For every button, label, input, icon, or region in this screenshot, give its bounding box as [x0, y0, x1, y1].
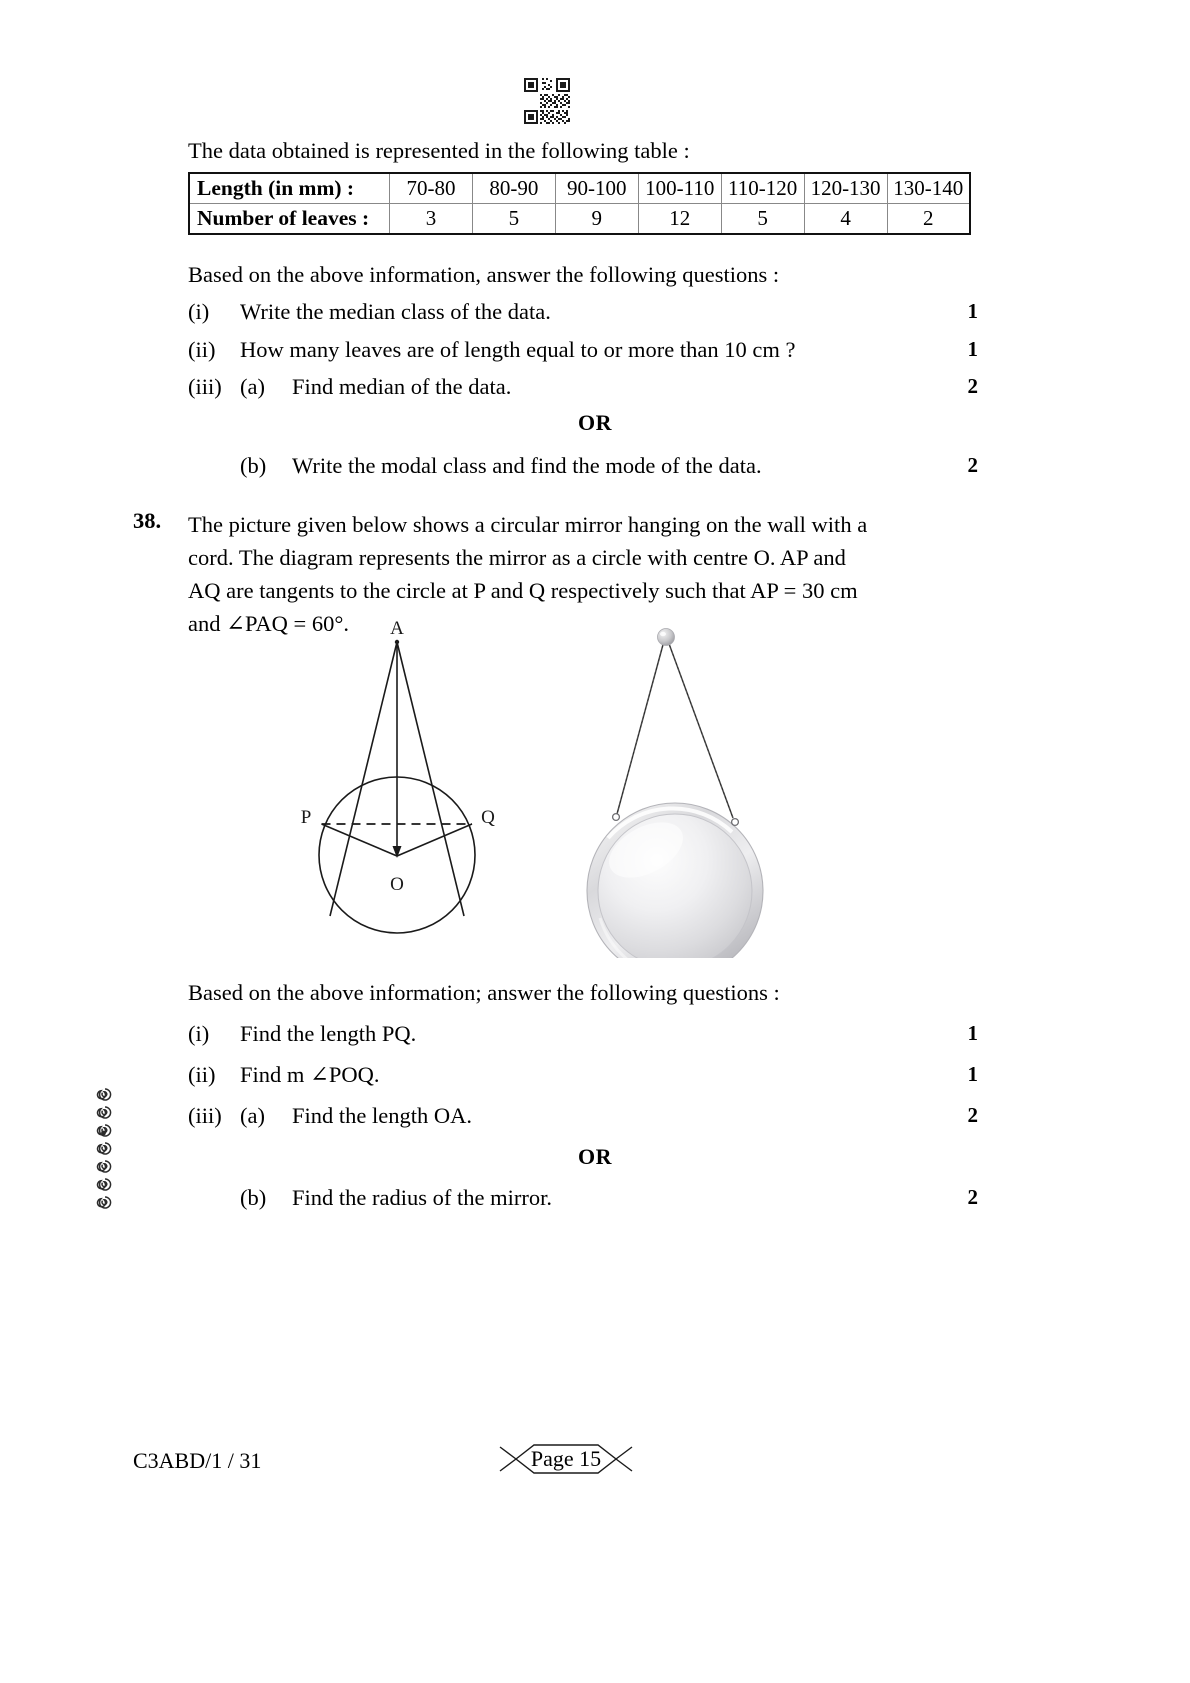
question-sublabel: (b) — [240, 1185, 267, 1210]
cell-leaves-1: 5 — [472, 204, 555, 235]
question-marks: 2 — [967, 1185, 978, 1209]
question-text: Find the length PQ. — [240, 1021, 417, 1046]
question-marks: 1 — [967, 337, 978, 361]
question-marks: 2 — [967, 453, 978, 477]
or-separator-1: OR — [578, 410, 612, 435]
question-sublabel: (a) — [240, 1103, 265, 1128]
table-lead-text: The data obtained is represented in the following table : — [188, 138, 690, 163]
cell-leaves-0: 3 — [390, 204, 473, 235]
cell-leaves-5: 4 — [804, 204, 887, 235]
question-text: Find the length OA. — [292, 1103, 472, 1128]
cell-length-1: 80-90 — [472, 173, 555, 204]
question-marks: 2 — [967, 374, 978, 398]
label-O: O — [390, 874, 404, 895]
question-row-38-i — [188, 1021, 978, 1049]
footer-page-label: Page 15 — [530, 1446, 602, 1471]
paragraph-line-4: and ∠PAQ = 60°. — [188, 611, 349, 636]
or-separator-2: OR — [578, 1144, 612, 1169]
cell-length-3: 100-110 — [638, 173, 721, 204]
question-sublabel: (b) — [240, 453, 267, 478]
label-A: A — [390, 620, 404, 639]
question-row-iii-a — [188, 374, 978, 402]
question-row-iii-b — [188, 453, 978, 481]
question-text: How many leaves are of length equal to or more than 10 cm ? — [240, 337, 796, 362]
question-row-38-iii-a — [188, 1103, 978, 1131]
question-text: Write the modal class and find the mode of the data. — [292, 453, 762, 478]
cell-length-0: 70-80 — [390, 173, 473, 204]
question-number: (iii) — [188, 1103, 222, 1128]
question-marks: 1 — [967, 1062, 978, 1086]
question-row-38-iii-b — [188, 1185, 978, 1213]
cell-leaves-3: 12 — [638, 204, 721, 235]
question-number: (ii) — [188, 337, 216, 362]
label-P: P — [300, 807, 312, 828]
table-questions-intro: Based on the above information, answer the following questions : — [188, 262, 780, 287]
question-number: (i) — [188, 1021, 210, 1046]
question-marks: 1 — [967, 299, 978, 323]
paragraph-line-3: AQ are tangents to the circle at P and Q respectively such that AP = 30 cm — [188, 578, 858, 603]
question-text: Find median of the data. — [292, 374, 512, 399]
paragraph-line-1: The picture given below shows a circular mirror hanging on the wall with a — [188, 512, 868, 537]
circle-tangent-diagram — [272, 620, 522, 950]
question-number: (ii) — [188, 1062, 216, 1087]
question-38-number: 38. — [133, 508, 162, 533]
paragraph-line-2: cord. The diagram represents the mirror as a circle with centre O. AP and — [188, 545, 846, 570]
cell-leaves-6: 2 — [887, 204, 970, 235]
cell-length-4: 110-120 — [721, 173, 804, 204]
cell-leaves-4: 5 — [721, 204, 804, 235]
question-row-38-ii — [188, 1062, 978, 1090]
row-header-leaves: Number of leaves : — [189, 204, 390, 235]
cell-length-2: 90-100 — [555, 173, 638, 204]
cell-length-5: 120-130 — [804, 173, 887, 204]
table-row-leaves — [189, 204, 970, 235]
question-text: Find m ∠POQ. — [240, 1062, 380, 1087]
question-marks: 1 — [967, 1021, 978, 1045]
cell-length-6: 130-140 — [887, 173, 970, 204]
hanging-mirror-photo — [560, 618, 790, 958]
row-header-length: Length (in mm) : — [189, 173, 390, 204]
question-text: Write the median class of the data. — [240, 299, 551, 324]
question-number: (i) — [188, 299, 210, 324]
cell-leaves-2: 9 — [555, 204, 638, 235]
qr-code-icon — [524, 78, 570, 124]
question-number: (iii) — [188, 374, 222, 399]
question-38-intro: Based on the above information; answer the following questions : — [188, 980, 780, 1005]
leaf-length-table — [188, 172, 971, 235]
footer-page-marker — [486, 1440, 646, 1478]
question-sublabel: (a) — [240, 374, 265, 399]
question-marks: 2 — [967, 1103, 978, 1127]
question-text: Find the radius of the mirror. — [292, 1185, 552, 1210]
table-row-lengths — [189, 173, 970, 204]
footer-paper-code: C3ABD/1 / 31 — [133, 1448, 262, 1473]
margin-spiral-decoration — [88, 1085, 122, 1215]
question-row-ii-a — [188, 337, 978, 365]
question-row-i-a — [188, 299, 978, 327]
label-Q: Q — [481, 807, 495, 828]
